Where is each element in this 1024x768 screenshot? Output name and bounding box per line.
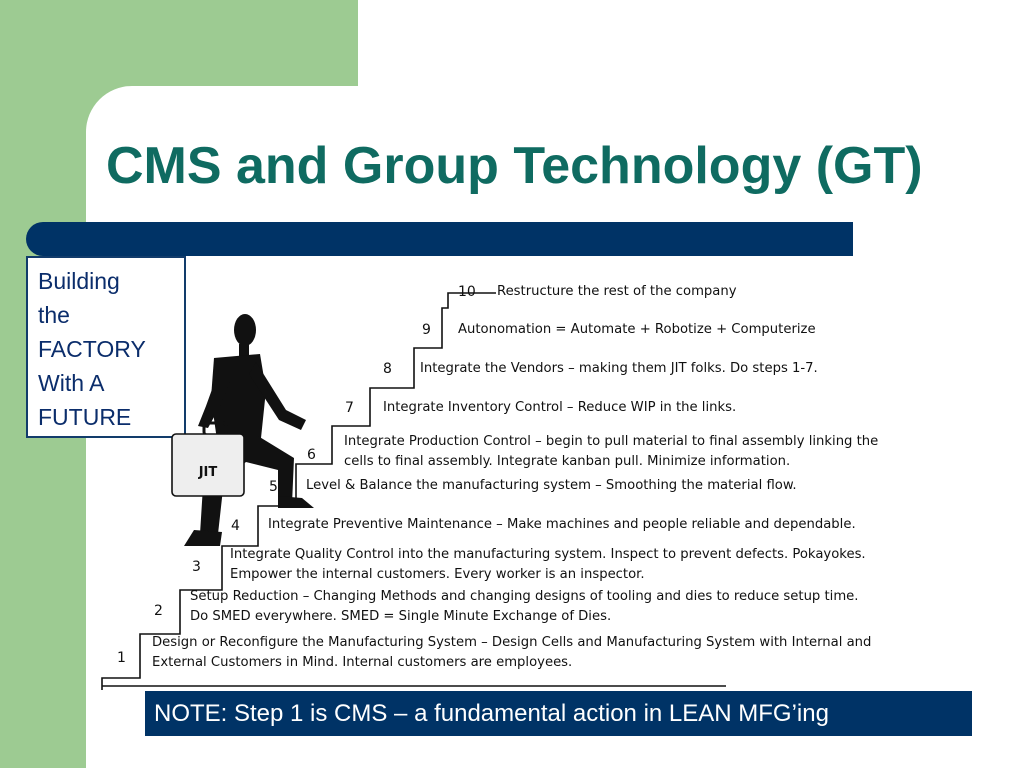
step-number: 7	[345, 400, 354, 416]
side-box-line: With A	[38, 370, 105, 396]
step-text: Integrate Inventory Control – Reduce WIP in the links.	[383, 400, 737, 415]
briefcase-icon	[172, 423, 244, 496]
title-underline-bar	[26, 222, 853, 256]
side-box-line: FUTURE	[38, 404, 132, 430]
note-banner: NOTE: Step 1 is CMS – a fundamental action in LEAN MFG’ing	[145, 691, 972, 736]
step-number: 5	[269, 479, 278, 495]
step-number: 1	[117, 650, 126, 666]
step-text: cells to final assembly. Integrate kanban pull. Minimize information.	[344, 454, 791, 469]
step-text: Autonomation = Automate + Robotize + Computerize	[458, 322, 816, 337]
step-text: Level & Balance the manufacturing system – Smoothing the material flow.	[306, 478, 797, 493]
step-text: Integrate Preventive Maintenance – Make machines and people reliable and dependable.	[268, 517, 856, 532]
step-number: 6	[307, 447, 316, 463]
slide-title: CMS and Group Technology (GT)	[106, 137, 923, 195]
step-text: Integrate Quality Control into the manufacturing system. Inspect to prevent defects. Pokayokes.	[230, 547, 866, 562]
step-number: 10	[458, 284, 476, 300]
side-box-line: FACTORY	[38, 336, 146, 362]
step-number: 2	[154, 603, 163, 619]
step-number: 8	[383, 361, 392, 377]
step-text: Restructure the rest of the company	[497, 284, 737, 299]
step-text: External Customers in Mind. Internal customers are employees.	[152, 655, 573, 670]
side-box-line: the	[38, 302, 70, 328]
step-text: Integrate the Vendors – making them JIT folks. Do steps 1-7.	[420, 361, 818, 376]
step-text: Design or Reconfigure the Manufacturing System – Design Cells and Manufacturing System with Internal and	[152, 635, 872, 650]
staircase-diagram	[96, 270, 984, 690]
step-number: 9	[422, 322, 431, 338]
side-box-line: Building	[38, 268, 120, 294]
step-text: Integrate Production Control – begin to pull material to final assembly linking the	[344, 434, 879, 449]
step-text: Setup Reduction – Changing Methods and changing designs of tooling and dies to reduce setup time.	[190, 589, 859, 604]
step-number: 3	[192, 559, 201, 575]
step-text: Do SMED everywhere. SMED = Single Minute Exchange of Dies.	[190, 609, 612, 624]
step-number: 4	[231, 518, 240, 534]
step-text: Empower the internal customers. Every worker is an inspector.	[230, 567, 645, 582]
briefcase-label: JIT	[198, 465, 218, 480]
